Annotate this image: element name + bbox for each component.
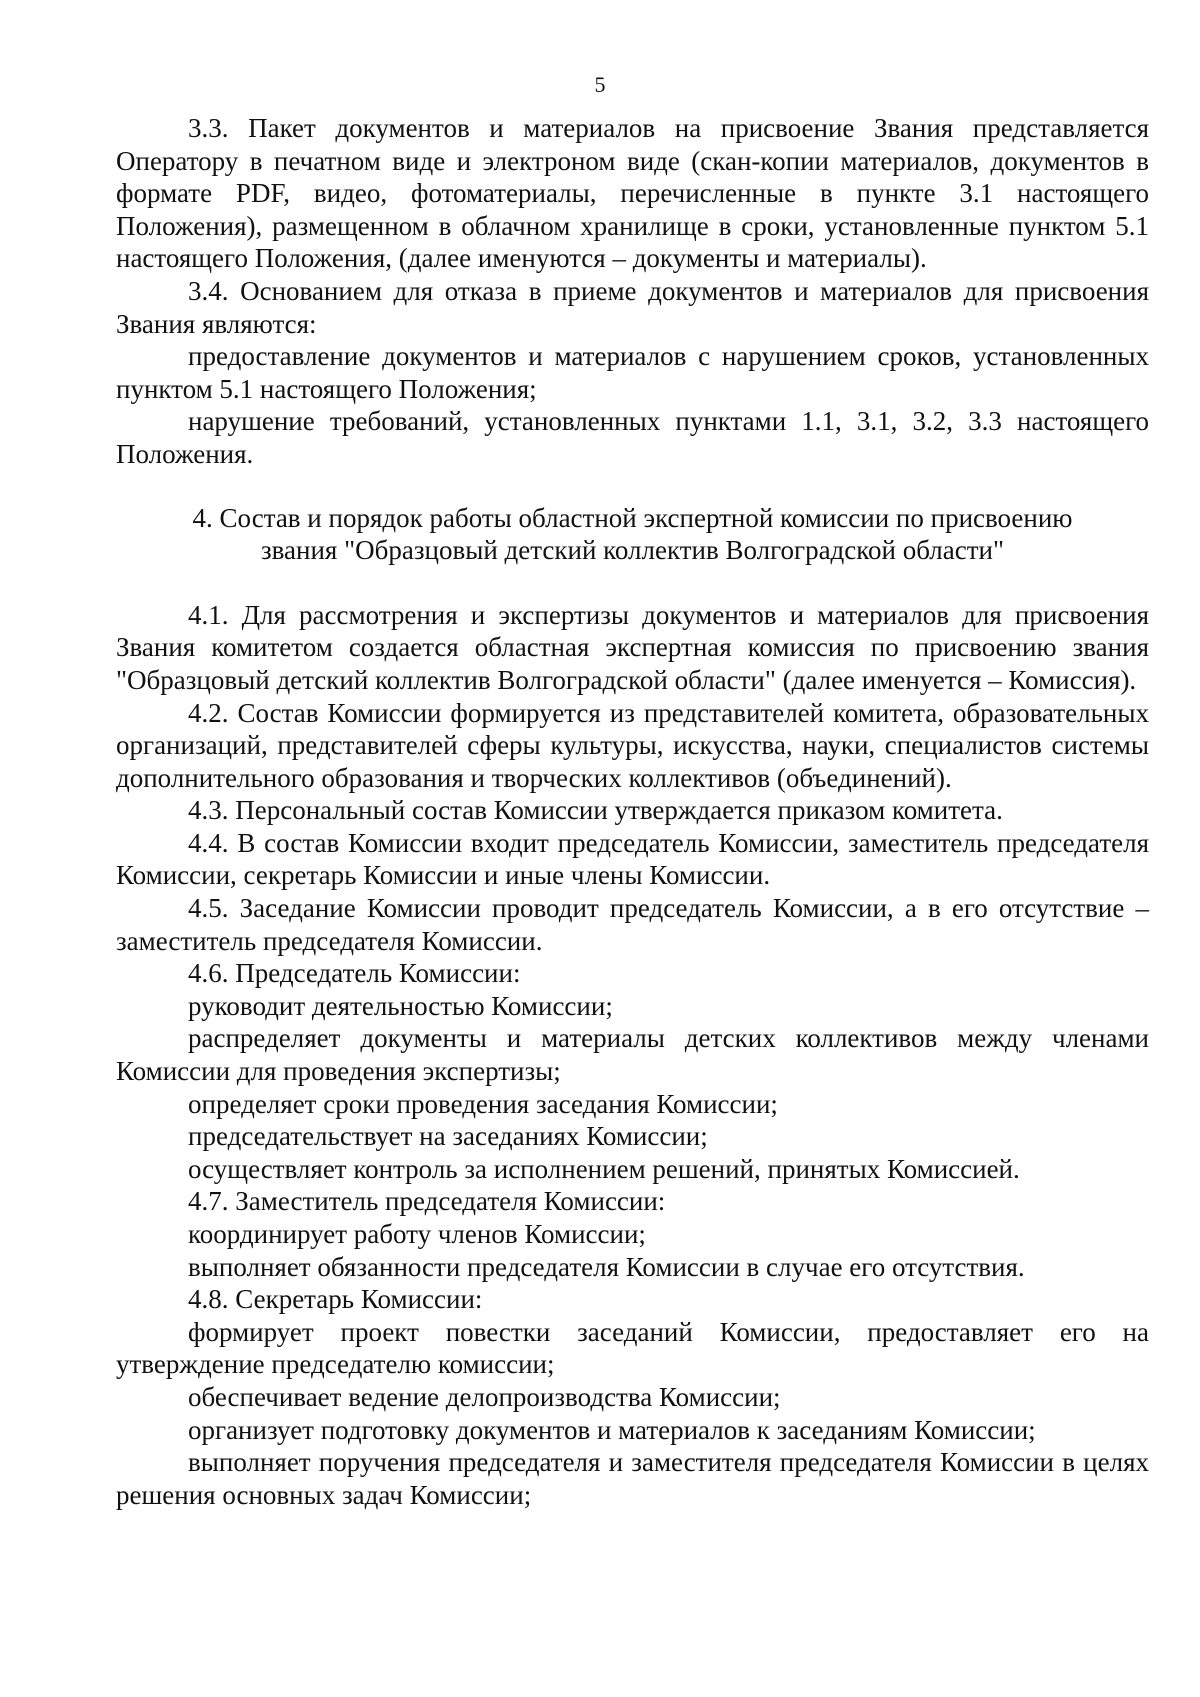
paragraph-4-6-item-1: руководит деятельностью Комиссии; — [188, 990, 613, 1021]
paragraph-4-7-item-1: координирует работу членов Комиссии; — [188, 1219, 646, 1249]
section-heading-line-1: 4. Состав и порядок работы областной экспертной комиссии по присвоению — [192, 502, 1073, 533]
paragraph-4-6-item-2: распределяет документы и материалы детских коллективов между членами Комиссии для проведения экспертизы; — [116, 1023, 1149, 1087]
paragraph-4-5: 4.5. Заседание Комиссии проводит председатель Комиссии, а в его отсутствие – заместитель председателя Комиссии. — [116, 893, 1149, 956]
section-heading — [116, 502, 1149, 567]
paragraph-4-8-item-1: формирует проект повестки заседаний Комиссии, предоставляет его на утверждение председателю комиссии; — [116, 1316, 1149, 1380]
paragraph-4-7: 4.7. Заместитель председателя Комиссии: — [188, 1186, 666, 1217]
paragraph-4-7-item-2: выполняет обязанности председателя Комиссии в случае его отсутствия. — [188, 1251, 1025, 1282]
paragraph-4-4: 4.4. В состав Комиссии входит председатель Комиссии, заместитель председателя Комиссии, секретарь Комиссии и иные члены Комиссии. — [116, 827, 1149, 891]
paragraph-4-3: 4.3. Персональный состав Комиссии утверждается приказом комитета. — [188, 795, 1003, 826]
paragraph-3-4: 3.4. Основанием для отказа в приеме документов и материалов для присвоения Звания являются: — [116, 275, 1149, 339]
paragraph-4-2: 4.2. Состав Комиссии формируется из представителей комитета, образовательных организаций, представителей сферы культуры, искусства, науки, специалистов системы дополнительного образования и творческих коллективов (объединений). — [116, 697, 1149, 793]
paragraph-3-4-item-1: предоставление документов и материалов с нарушением сроков, установленных пунктом 5.1 настоящего Положения; — [116, 341, 1149, 404]
paragraph-4-8: 4.8. Секретарь Комиссии: — [188, 1284, 483, 1315]
paragraph-4-8-item-4: выполняет поручения председателя и заместителя председателя Комиссии в целях решения основных задач Комиссии; — [116, 1447, 1149, 1510]
paragraph-4-6: 4.6. Председатель Комиссии: — [188, 958, 521, 989]
paragraph-3-4-item-2: нарушение требований, установленных пунктами 1.1, 3.1, 3.2, 3.3 настоящего Положения. — [116, 406, 1149, 469]
paragraph-4-6-item-5: осуществляет контроль за исполнением решений, принятых Комиссией. — [188, 1153, 1020, 1184]
paragraph-4-8-item-3: организует подготовку документов и материалов к заседаниям Комиссии; — [188, 1414, 1036, 1445]
paragraph-4-8-item-2: обеспечивает ведение делопроизводства Комиссии; — [188, 1381, 781, 1412]
section-heading-line-2: звания "Образцовый детский коллектив Волгоградской области" — [260, 535, 1004, 566]
document-body — [116, 112, 1149, 1511]
paragraph-4-6-item-3: определяет сроки проведения заседания Комиссии; — [188, 1088, 778, 1119]
paragraph-4-6-item-4: председательствует на заседаниях Комиссии; — [188, 1121, 708, 1152]
page-number: 5 — [594, 72, 606, 97]
paragraph-3-3: 3.3. Пакет документов и материалов на присвоение Звания представляется Оператору в печатном виде и электроном виде (скан-копии материалов, документов в формате PDF, видео, фотоматериалы, перечисленные в пункте 3.1 настоящего Положения), размещенном в облачном хранилище в сроки, установленные пунктом 5.1 настоящего Положения, (далее именуются – документы и материалы). — [116, 113, 1149, 274]
paragraph-4-1: 4.1. Для рассмотрения и экспертизы документов и материалов для присвоения Звания комитетом создается областная экспертная комиссия по присвоению звания "Образцовый детский коллектив Волгоградской области" (далее именуется – Комиссия). — [116, 599, 1149, 695]
